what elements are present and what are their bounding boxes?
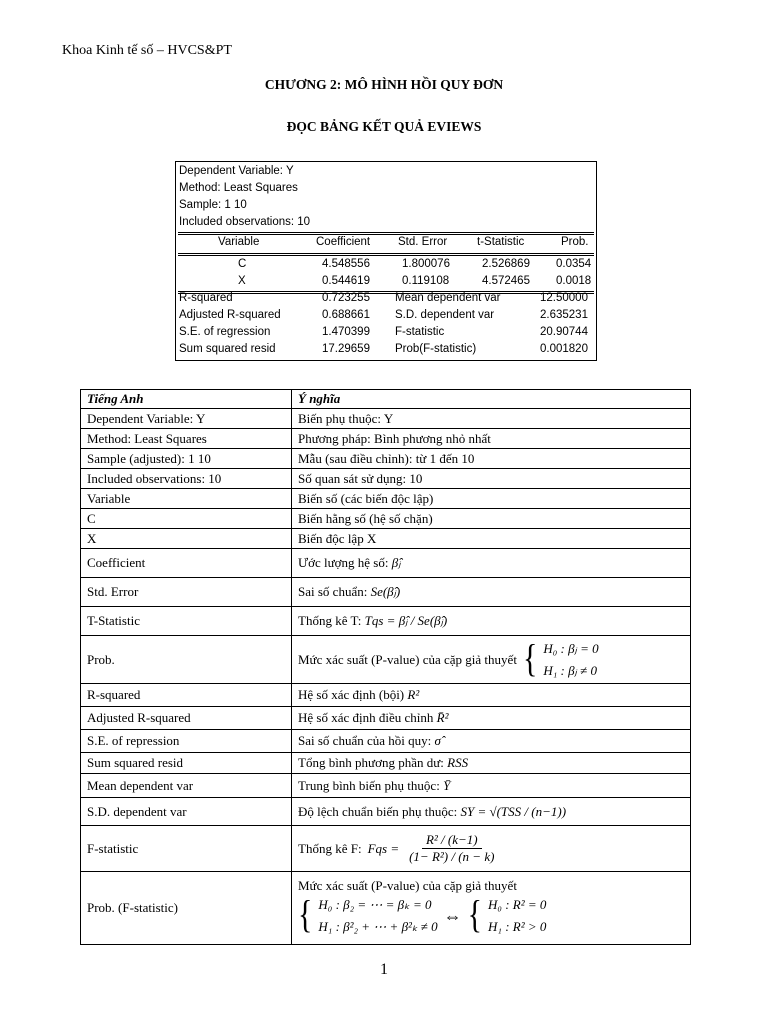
meaning-text: Mức xác suất (P-value) của cặp giả thuyết: [298, 651, 517, 667]
eviews-cell: 0.119108: [402, 275, 450, 287]
eviews-cell: S.D. dependent var: [395, 309, 495, 321]
hypothesis-h0: H₀ : βⱼ = 0: [543, 640, 599, 656]
term-cell: Dependent Variable: Y: [81, 409, 292, 429]
eviews-coef-row: [176, 258, 596, 274]
meaning-text: Độ lệch chuẩn biến phụ thuộc:: [298, 803, 458, 819]
table-row: [81, 509, 691, 529]
eviews-method: Method: Least Squares: [179, 182, 298, 194]
eviews-cell: 0.723255: [322, 292, 370, 304]
table-row: [81, 409, 691, 429]
eviews-col-prob: Prob.: [561, 236, 589, 248]
formula-text: R²: [407, 687, 420, 702]
meaning-cell: [292, 798, 691, 826]
term-cell: Prob. (F-statistic): [81, 872, 292, 945]
eviews-cell: 17.29659: [322, 343, 370, 355]
term-cell: S.E. of repression: [81, 730, 292, 753]
meaning-cell: Biến phụ thuộc: Y: [292, 409, 691, 429]
fraction-denominator: (1− R²) / (n − k): [409, 849, 495, 864]
brace-symbol: {: [522, 637, 538, 681]
eviews-cell: F-statistic: [395, 326, 445, 338]
term-cell: Mean dependent var: [81, 774, 292, 798]
eviews-cell: 4.572465: [482, 275, 530, 287]
meaning-cell: [292, 774, 691, 798]
eviews-output-box: [175, 161, 597, 361]
meaning-cell: [292, 872, 691, 945]
meaning-cell: Mẫu (sau điều chỉnh): từ 1 đến 10: [292, 449, 691, 469]
term-cell: S.D. dependent var: [81, 798, 292, 826]
table-row: [81, 549, 691, 578]
table-row: [81, 753, 691, 774]
eviews-cell: Mean dependent var: [395, 292, 501, 304]
hypothesis-h0: H₀ : β₂ = ⋯ = βₖ = 0: [318, 897, 432, 912]
eviews-divider: [178, 253, 594, 256]
table-row: [81, 469, 691, 489]
table-row: [81, 489, 691, 509]
f-fraction: [405, 832, 498, 865]
term-cell: Sample (adjusted): 1 10: [81, 449, 292, 469]
meaning-cell: [292, 578, 691, 607]
eviews-col-coefficient: Coefficient: [316, 236, 371, 248]
meaning-text: Hệ số xác định điều chỉnh: [298, 710, 434, 725]
formula-text: SY = √(TSS / (n−1)): [460, 803, 567, 819]
chapter-title: CHƯƠNG 2: MÔ HÌNH HỒI QUY ĐƠN: [264, 77, 504, 92]
term-cell: Adjusted R-squared: [81, 707, 292, 730]
formula-text: R̄²: [436, 710, 449, 725]
eviews-sample: Sample: 1 10: [179, 199, 247, 211]
hypothesis-h1: H₁ : R² > 0: [488, 919, 547, 934]
formula-text: σ̂: [434, 733, 441, 748]
meaning-text: Tổng bình phương phần dư:: [298, 755, 444, 770]
term-cell: Prob.: [81, 636, 292, 684]
meaning-cell: [292, 826, 691, 872]
meaning-text: Trung bình biến phụ thuộc:: [298, 777, 440, 793]
term-cell: R-squared: [81, 684, 292, 707]
meaning-text: Sai số chuẩn của hồi quy:: [298, 733, 432, 748]
hypothesis-h0: H₀ : R² = 0: [488, 897, 547, 912]
header-english: Tiếng Anh: [81, 390, 292, 409]
meaning-cell: Biến số (các biến độc lập): [292, 489, 691, 509]
term-cell: F-statistic: [81, 826, 292, 872]
meaning-cell: Phương pháp: Bình phương nhỏ nhất: [292, 429, 691, 449]
eviews-cell: R-squared: [179, 292, 233, 304]
brace-symbol: {: [298, 893, 313, 937]
formula-lhs: Fqs =: [367, 840, 400, 856]
term-cell: Included observations: 10: [81, 469, 292, 489]
table-row: [81, 607, 691, 636]
table-row: [81, 798, 691, 826]
meaning-text: Thống kê F:: [298, 840, 362, 856]
meaning-cell: [292, 707, 691, 730]
meaning-cell: [292, 607, 691, 636]
table-row: [81, 826, 691, 872]
term-cell: Coefficient: [81, 549, 292, 578]
term-cell: X: [81, 529, 292, 549]
eviews-stat-row: [176, 343, 596, 359]
table-header-row: [81, 390, 691, 409]
eviews-cell: 2.526869: [482, 258, 530, 270]
eviews-cell: 1.470399: [322, 326, 370, 338]
eviews-cell: X: [238, 275, 246, 287]
formula-text: β̂ⱼ: [391, 555, 401, 570]
meaning-text: Ước lượng hệ số:: [298, 555, 389, 570]
table-row: [81, 449, 691, 469]
eviews-stat-row: [176, 309, 596, 325]
section-title: ĐỌC BẢNG KẾT QUẢ EVIEWS: [286, 119, 482, 134]
header-meaning: Ý nghĩa: [292, 390, 691, 409]
term-cell: Method: Least Squares: [81, 429, 292, 449]
table-row: [81, 429, 691, 449]
brace-symbol: {: [467, 893, 483, 937]
eviews-divider: [178, 232, 594, 235]
eviews-cell: 2.635231: [540, 309, 588, 321]
term-cell: T-Statistic: [81, 607, 292, 636]
formula-text: Ȳ: [443, 777, 451, 793]
hypothesis-h1: H₁ : β²₂ + ⋯ + β²ₖ ≠ 0: [318, 919, 438, 934]
table-row: [81, 872, 691, 945]
eviews-cell: 0.544619: [322, 275, 370, 287]
header-text: Khoa Kinh tế số – HVCS&PT: [62, 43, 232, 58]
table-row: [81, 636, 691, 684]
meaning-cell: [292, 753, 691, 774]
term-cell: Variable: [81, 489, 292, 509]
eviews-col-variable: Variable: [218, 236, 260, 248]
meaning-cell: Biến hằng số (hệ số chặn): [292, 509, 691, 529]
meaning-cell: Biến độc lập X: [292, 529, 691, 549]
term-cell: C: [81, 509, 292, 529]
meaning-text: Sai số chuẩn:: [298, 584, 368, 599]
eviews-cell: S.E. of regression: [179, 326, 271, 338]
formula-text: RSS: [447, 755, 469, 770]
equivalence-symbol: ⇔: [443, 905, 462, 926]
fraction-numerator: R² / (k−1): [422, 832, 482, 849]
terms-table: [80, 389, 691, 945]
formula-text: Se(β̂ⱼ): [370, 584, 401, 599]
meaning-cell: [292, 730, 691, 753]
table-row: [81, 578, 691, 607]
eviews-cell: 0.0018: [556, 275, 592, 287]
page-number: 1: [380, 961, 388, 978]
eviews-cell: Prob(F-statistic): [395, 343, 477, 355]
eviews-cell: 4.548556: [322, 258, 370, 270]
eviews-coef-row: [176, 275, 596, 291]
eviews-cell: Adjusted R-squared: [179, 309, 281, 321]
meaning-cell: [292, 684, 691, 707]
table-row: [81, 707, 691, 730]
eviews-column-headers: [176, 236, 596, 252]
table-row: [81, 730, 691, 753]
eviews-stat-row: [176, 292, 596, 308]
eviews-col-t-statistic: t-Statistic: [477, 236, 525, 248]
meaning-cell: [292, 549, 691, 578]
meaning-text: Hệ số xác định (bội): [298, 687, 405, 702]
eviews-cell: 0.688661: [322, 309, 370, 321]
eviews-col-std-error: Std. Error: [398, 236, 448, 248]
eviews-cell: C: [238, 258, 247, 270]
meaning-text: Mức xác suất (P-value) của cặp giả thuyết: [298, 878, 517, 893]
table-row: [81, 684, 691, 707]
term-cell: Sum squared resid: [81, 753, 292, 774]
hypothesis-h1: H₁ : βⱼ ≠ 0: [543, 662, 597, 678]
meaning-text: Thống kê T:: [298, 613, 362, 628]
eviews-cell: 0.001820: [540, 343, 588, 355]
eviews-stat-row: [176, 326, 596, 342]
eviews-observations: Included observations: 10: [179, 216, 311, 228]
formula-text: Tqs = β̂ⱼ / Se(β̂ⱼ): [364, 613, 448, 628]
eviews-cell: Sum squared resid: [179, 343, 276, 355]
eviews-dependent-variable: Dependent Variable: Y: [179, 165, 294, 177]
eviews-cell: 0.0354: [556, 258, 592, 270]
eviews-cell: 20.90744: [540, 326, 588, 338]
table-row: [81, 774, 691, 798]
table-row: [81, 529, 691, 549]
meaning-cell: [292, 636, 691, 684]
meaning-cell: Số quan sát sử dụng: 10: [292, 469, 691, 489]
eviews-cell: 1.800076: [402, 258, 450, 270]
term-cell: Std. Error: [81, 578, 292, 607]
eviews-cell: 12.50000: [540, 292, 588, 304]
